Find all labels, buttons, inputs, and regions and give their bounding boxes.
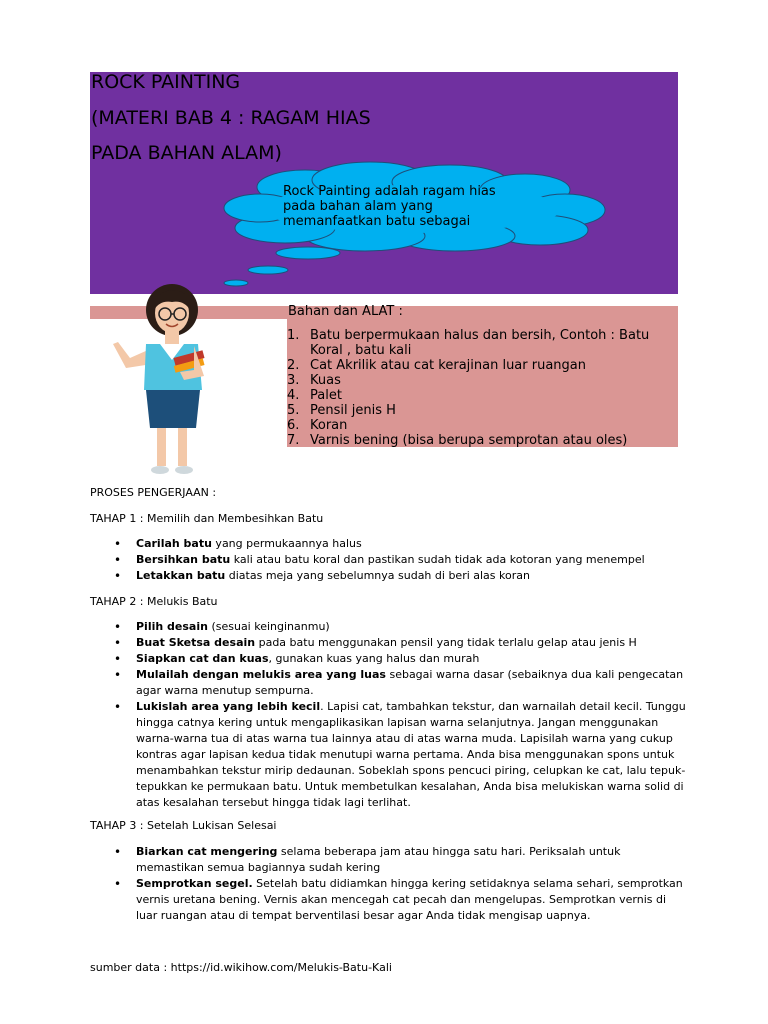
list-item-bold: Pilih desain	[136, 620, 208, 633]
list-item	[90, 568, 690, 584]
material-number: 1.	[287, 328, 300, 343]
material-number: 2.	[287, 358, 300, 373]
source-note: sumber data : https://id.wikihow.com/Melukis-Batu-Kali	[90, 961, 392, 974]
cloud-text: Rock Painting adalah ragam hias pada bahan alam yang memanfaatkan batu sebagai	[283, 184, 496, 229]
list-item-bold: Siapkan cat dan kuas	[136, 652, 269, 665]
list-item-text: Setelah batu didiamkan hingga kering setidaknya selama sehari, semprotkan vernis uretana bening. Vernis akan mencegah cat pecah dan mengelupas. Semprotkan vernis di luar ruangan atau di tempat berventilasi besar agar Anda tidak mengisap uapnya.	[136, 877, 683, 922]
list-item-text: diatas meja yang sebelumnya sudah di beri alas koran	[225, 569, 530, 582]
material-number: 5.	[287, 403, 300, 418]
list-item	[90, 844, 690, 876]
list-item-bold: Lukislah area yang lebih kecil	[136, 700, 321, 713]
material-item	[287, 403, 677, 418]
material-item	[287, 328, 677, 358]
list-item-text: (sesuai keinginanmu)	[207, 620, 330, 633]
material-number: 6.	[287, 418, 300, 433]
materials-title: Bahan dan ALAT :	[288, 304, 403, 319]
list-item-text: . Lapisi cat, tambahkan tekstur, dan warnailah detail kecil. Tunggu hingga catnya kering untuk mengaplikasikan lapisan warna selanjutnya. Jangan menggunakan warna-warna tua di atas warna tua lainnya atau di atas warna muda. Lapisilah warna yang cukup kontras agar lapisan kedua tidak menutupi warna pertama. Anda bisa menggunakan spons untuk menambahkan tekstur mirip dedaunan. Sobeklah spons pencuci piring, celupkan ke cat, lalu tepuk-tepukkan ke permukaan batu. Untuk membetulkan kesalahan, Anda bisa melukiskan warna solid di atas kesalahan tersebut hingga tidak lagi terlihat.	[136, 700, 686, 809]
material-item	[287, 418, 677, 433]
list-item-bold: Buat Sketsa desain	[136, 636, 256, 649]
stage2-list	[90, 619, 690, 811]
list-item	[90, 635, 690, 651]
material-item	[287, 433, 677, 448]
list-item-text: yang permukaannya halus	[211, 537, 362, 550]
material-number: 4.	[287, 388, 300, 403]
material-text: Varnis bening (bisa berupa semprotan atau oles)	[310, 433, 628, 448]
material-number: 3.	[287, 373, 300, 388]
material-text: Pensil jenis H	[310, 403, 396, 418]
list-item-bold: Semprotkan segel.	[136, 877, 253, 890]
material-item	[287, 388, 677, 403]
list-item-text: selama beberapa jam atau hingga satu hari. Periksalah untuk memastikan semua bagiannya sudah kering	[136, 845, 621, 874]
list-item-bold: Carilah batu	[136, 537, 212, 550]
material-text: Batu berpermukaan halus dan bersih, Contoh : Batu Koral , batu kali	[310, 328, 650, 358]
list-item	[90, 876, 690, 924]
list-item	[90, 619, 690, 635]
list-item	[90, 536, 690, 552]
material-text: Cat Akrilik atau cat kerajinan luar ruangan	[310, 358, 586, 373]
list-item-text: , gunakan kuas yang halus dan murah	[268, 652, 480, 665]
list-item	[90, 651, 690, 667]
list-item-text: kali atau batu koral dan pastikan sudah tidak ada kotoran yang menempel	[230, 553, 645, 566]
list-item-text: sebagai warna dasar (sebaiknya dua kali pengecatan agar warna menutup sempurna.	[136, 668, 684, 697]
list-item-bold: Letakkan batu	[136, 569, 226, 582]
page-title-line3: PADA BAHAN ALAM)	[91, 142, 282, 164]
list-item-bold: Biarkan cat mengering	[136, 845, 278, 858]
list-item	[90, 552, 690, 568]
thought-cloud-icon	[0, 0, 768, 300]
page-title-line1: ROCK PAINTING	[91, 71, 241, 93]
stage3-list	[90, 844, 690, 924]
page-title-line2: (MATERI BAB 4 : RAGAM HIAS	[91, 107, 371, 129]
stage1-title: TAHAP 1 : Memilih dan Membesihkan Batu	[90, 512, 324, 525]
stage2-title: TAHAP 2 : Melukis Batu	[90, 595, 218, 608]
list-item-bold: Mulailah dengan melukis area yang luas	[136, 668, 386, 681]
material-text: Koran	[310, 418, 348, 433]
material-item	[287, 373, 677, 388]
process-title: PROSES PENGERJAAN :	[90, 486, 217, 499]
material-number: 7.	[287, 433, 300, 448]
material-text: Palet	[310, 388, 342, 403]
materials-list	[287, 328, 677, 448]
material-text: Kuas	[310, 373, 341, 388]
stage1-list	[90, 536, 690, 584]
list-item-bold: Bersihkan batu	[136, 553, 231, 566]
material-item	[287, 358, 677, 373]
stage3-title: TAHAP 3 : Setelah Lukisan Selesai	[90, 819, 277, 832]
teacher-illustration-icon	[100, 280, 230, 480]
list-item	[90, 667, 690, 699]
list-item-text: pada batu menggunakan pensil yang tidak terlalu gelap atau jenis H	[255, 636, 637, 649]
list-item	[90, 699, 690, 811]
